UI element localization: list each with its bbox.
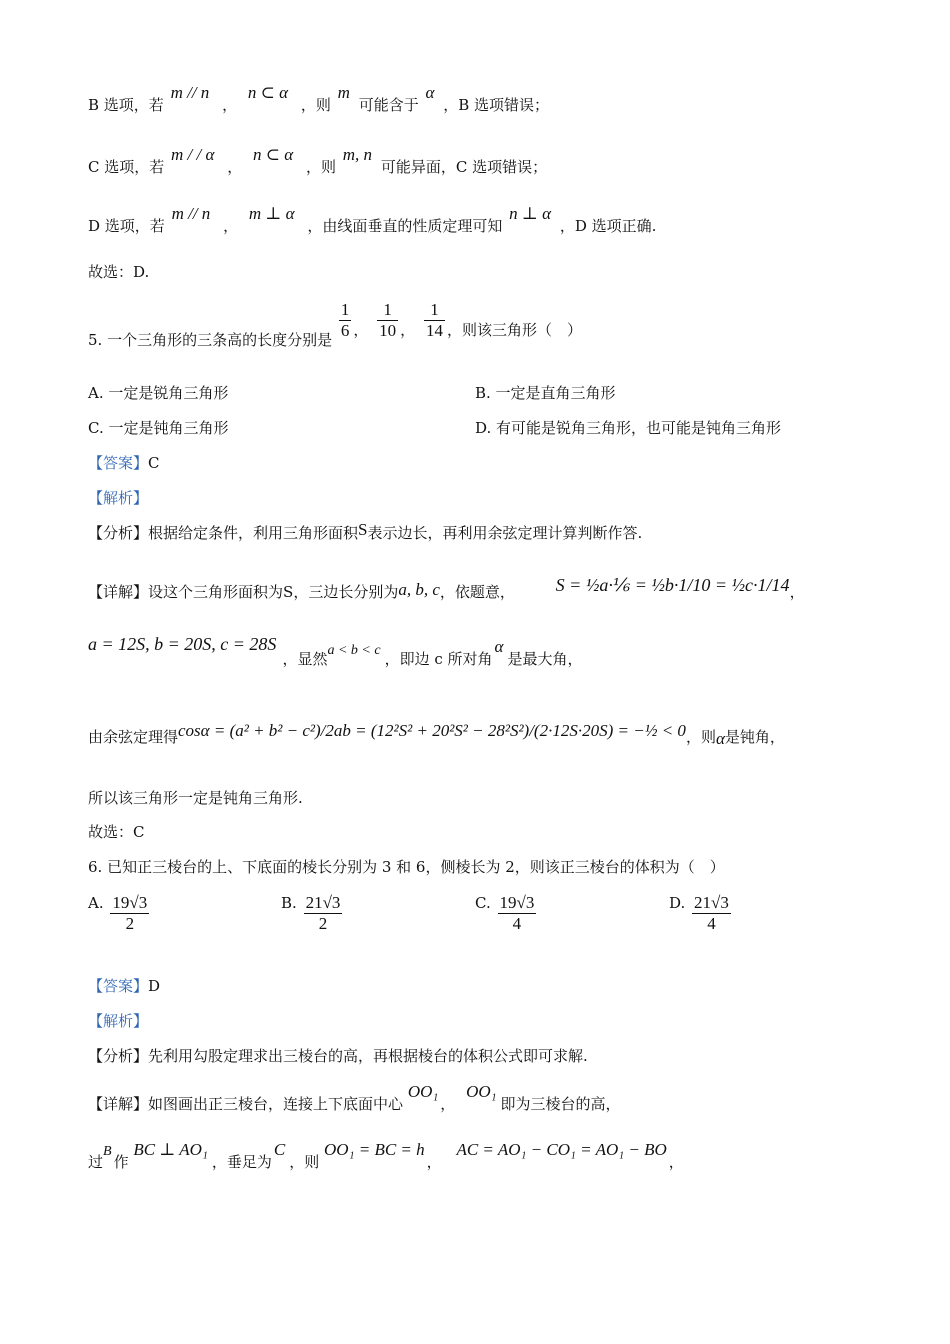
text: ，B 选项错误； bbox=[443, 96, 550, 114]
math: m // n bbox=[171, 204, 211, 223]
tag: 【分析】 bbox=[88, 1047, 149, 1065]
math: m ⊥ α bbox=[248, 204, 295, 223]
numerator: 1 bbox=[424, 300, 445, 321]
text: ， bbox=[227, 158, 243, 176]
numerator: 1 bbox=[377, 300, 398, 321]
math: cosα = (a² + b² − c²)/2ab = (12²S² + 20²S² − 28²S²)/(2·12S·20S) = −½ < 0 bbox=[178, 721, 686, 740]
math: α bbox=[715, 729, 725, 748]
fraction bbox=[692, 893, 731, 934]
abc-line bbox=[88, 634, 583, 668]
text: ，则 bbox=[305, 158, 336, 176]
answer-value: C bbox=[148, 454, 160, 472]
math: AC = AO₁ − CO₁ = AO₁ − BO bbox=[456, 1140, 667, 1159]
math: BC ⊥ AO₁ bbox=[133, 1140, 208, 1159]
denominator: 4 bbox=[707, 914, 716, 933]
xiangjie-5 bbox=[88, 553, 805, 601]
text: ，垂足为 bbox=[211, 1153, 272, 1171]
answer-value: D bbox=[148, 977, 161, 995]
text: ， bbox=[400, 320, 416, 339]
c-option-line bbox=[88, 145, 548, 177]
text: ， bbox=[353, 320, 369, 339]
numerator: 1 bbox=[340, 300, 350, 319]
s-equation: S = ½a·⅙ = ½b·1/10 = ½c·1/14 bbox=[555, 575, 790, 595]
math: α bbox=[425, 83, 435, 102]
text: 表示边长，再利用余弦定理计算判断作答. bbox=[367, 524, 643, 542]
text: ，则该三角形（ ） bbox=[446, 320, 582, 339]
q6-option-b bbox=[281, 893, 344, 934]
text: B 选项，若 bbox=[88, 96, 164, 114]
text: ， bbox=[440, 1095, 456, 1113]
option-label: A. bbox=[88, 893, 104, 912]
fenxi-6 bbox=[88, 1046, 588, 1066]
fenxi-5 bbox=[88, 520, 643, 543]
last-line bbox=[88, 1140, 684, 1174]
question-6: 6. 已知正三棱台的上、下底面的棱长分别为 3 和 6，侧棱长为 2，则该正三棱台的体积为（ ） bbox=[88, 858, 725, 876]
option-label: B. bbox=[281, 893, 297, 912]
q5-option-b: B. 一定是直角三角形 bbox=[475, 384, 616, 402]
denominator: 2 bbox=[318, 914, 328, 933]
denominator: 10 bbox=[379, 321, 397, 340]
text: 是钝角， bbox=[724, 728, 785, 746]
option-label: C. bbox=[475, 893, 491, 912]
q5-option-d: D. 有可能是锐角三角形，也可能是钝角三角形 bbox=[475, 419, 782, 437]
text: 根据给定条件，利用三角形面积 bbox=[148, 524, 359, 542]
text: 先利用勾股定理求出三棱台的高，再根据棱台的体积公式即可求解. bbox=[148, 1047, 588, 1065]
numerator: 21√3 bbox=[305, 893, 341, 912]
text: ， bbox=[222, 96, 238, 114]
math: OO₁ bbox=[466, 1082, 497, 1101]
q6-option-a bbox=[88, 893, 151, 934]
xiangjie-6 bbox=[88, 1082, 621, 1114]
text: ， bbox=[789, 583, 805, 601]
text: ， bbox=[223, 217, 239, 235]
text: ，则 bbox=[300, 96, 331, 114]
denominator: 2 bbox=[125, 914, 135, 933]
text: 作 bbox=[113, 1153, 129, 1171]
text: 可能含于 bbox=[358, 96, 419, 114]
tag: 【分析】 bbox=[88, 524, 149, 542]
fraction bbox=[424, 300, 445, 341]
fraction bbox=[339, 300, 352, 341]
option-label: D. bbox=[669, 893, 686, 912]
numerator: 19√3 bbox=[112, 893, 148, 912]
math: B bbox=[103, 1144, 112, 1159]
text: 即为三棱台的高， bbox=[500, 1095, 621, 1113]
b-option-line bbox=[88, 83, 550, 115]
text: ，则 bbox=[289, 1153, 320, 1171]
fraction bbox=[498, 893, 537, 934]
answer-choice-line-2: 故选：C bbox=[88, 823, 145, 841]
text: C 选项，若 bbox=[88, 158, 165, 176]
text: 5. 一个三角形的三条高的长度分别是 bbox=[88, 330, 333, 349]
math: m // n bbox=[170, 83, 210, 102]
denominator: 6 bbox=[340, 321, 350, 340]
answer-tag: 【答案】 bbox=[88, 977, 149, 995]
text: ，显然 bbox=[282, 650, 328, 668]
tag: 【详解】 bbox=[88, 583, 149, 601]
q5-option-c: C. 一定是钝角三角形 bbox=[88, 419, 229, 437]
fraction bbox=[110, 893, 149, 934]
math: C bbox=[273, 1140, 286, 1159]
answer-5 bbox=[88, 453, 160, 473]
text: ，即边 c 所对角 bbox=[384, 650, 493, 668]
math: α bbox=[494, 637, 504, 656]
math: n ⊂ α bbox=[247, 83, 289, 102]
text: ，则 bbox=[685, 728, 716, 746]
q6-option-d bbox=[669, 893, 733, 934]
q5-option-a: A. 一定是锐角三角形 bbox=[88, 384, 229, 402]
answer-tag: 【答案】 bbox=[88, 454, 149, 472]
text: ，依题意， bbox=[439, 583, 515, 601]
conclusion-5: 所以该三角形一定是钝角三角形. bbox=[88, 789, 303, 807]
text: 可能异面，C 选项错误； bbox=[380, 158, 548, 176]
denominator: 14 bbox=[425, 321, 443, 340]
q6-option-c bbox=[475, 893, 538, 934]
d-option-line bbox=[88, 204, 657, 236]
math: n ⊂ α bbox=[253, 145, 294, 164]
denominator: 4 bbox=[512, 914, 522, 933]
fraction bbox=[377, 300, 398, 341]
text: 过 bbox=[88, 1153, 104, 1171]
text: 如图画出正三棱台，连接上下底面中心 bbox=[148, 1095, 404, 1113]
analysis-tag-5: 【解析】 bbox=[88, 489, 149, 507]
fraction bbox=[304, 893, 343, 934]
analysis-tag-6: 【解析】 bbox=[88, 1012, 149, 1030]
text: 是最大角， bbox=[507, 650, 583, 668]
math: a < b < c bbox=[327, 643, 381, 658]
math: OO₁ = BC = h bbox=[324, 1140, 425, 1159]
math: S bbox=[358, 520, 368, 539]
numerator: 21√3 bbox=[694, 893, 729, 912]
math: m bbox=[337, 83, 350, 102]
text: ， bbox=[668, 1153, 684, 1171]
text: S bbox=[283, 583, 294, 601]
numerator: 19√3 bbox=[499, 893, 535, 912]
answer-choice-line: 故选：D. bbox=[88, 263, 150, 281]
cosine-line bbox=[88, 721, 785, 748]
text: 由余弦定理得 bbox=[88, 728, 179, 746]
math: n ⊥ α bbox=[509, 204, 552, 223]
text: ，三边长分别为 bbox=[293, 583, 399, 601]
question-5 bbox=[88, 300, 582, 349]
math: a, b, c bbox=[398, 580, 440, 599]
math: a = 12S, b = 20S, c = 28S bbox=[88, 634, 277, 654]
answer-6 bbox=[88, 976, 160, 996]
tag: 【详解】 bbox=[88, 1095, 149, 1113]
text: ，由线面垂直的性质定理可知 bbox=[307, 217, 503, 235]
text: ， bbox=[426, 1153, 442, 1171]
text: ，D 选项正确. bbox=[559, 217, 657, 235]
math: OO₁ bbox=[407, 1082, 439, 1101]
math: m, n bbox=[342, 145, 373, 164]
text: 设这个三角形面积为 bbox=[148, 583, 284, 601]
text: D 选项，若 bbox=[88, 217, 165, 235]
math: m / / α bbox=[171, 145, 215, 164]
